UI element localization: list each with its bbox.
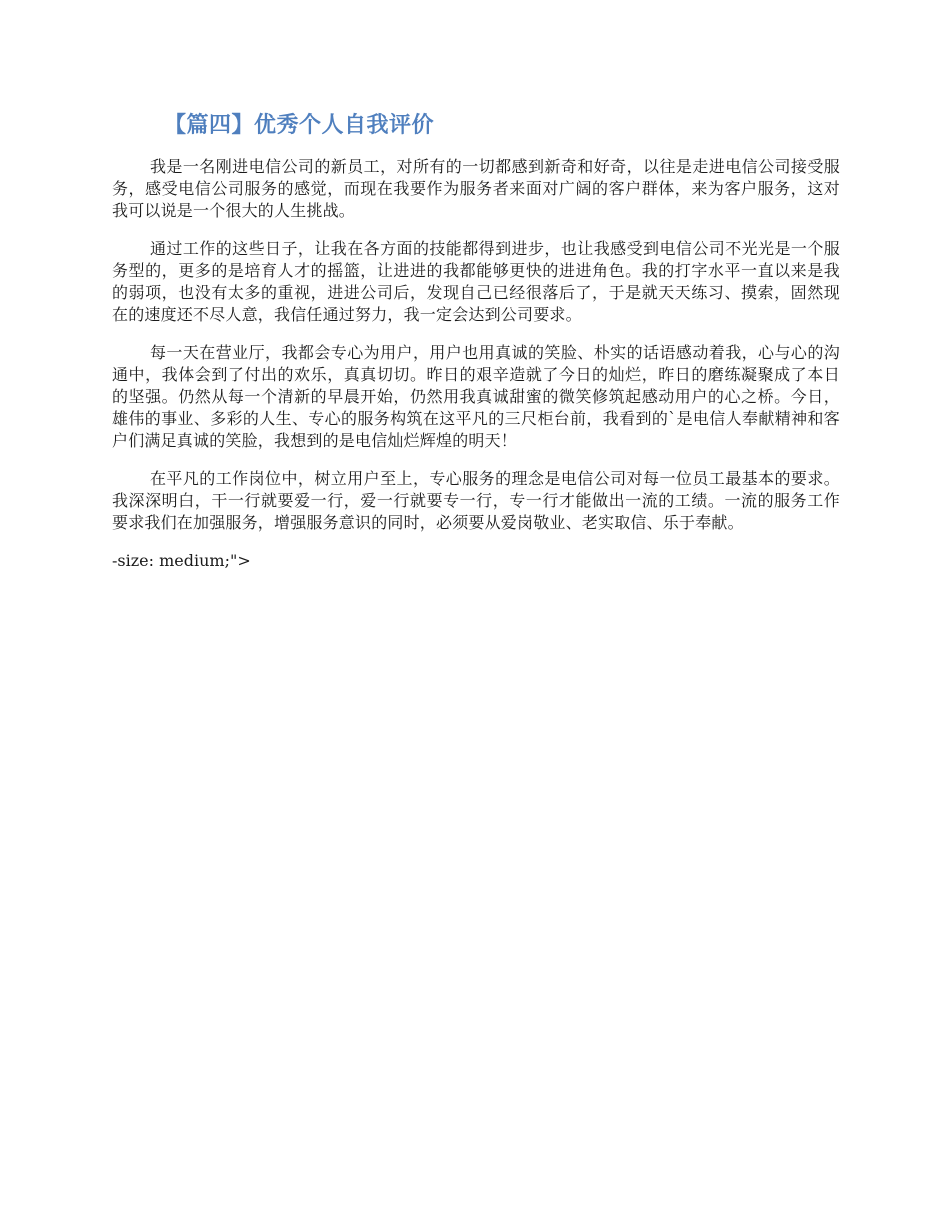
paragraph-1: 我是一名刚进电信公司的新员工，对所有的一切都感到新奇和好奇，以往是走进电信公司接受服务，感受电信公司服务的感觉，而现在我要作为服务者来面对广阔的客户群体，来为客户服务，这对我可以说是一个很大的人生挑战。 [112,157,840,220]
paragraph-2: 通过工作的这些日子，让我在各方面的技能都得到进步，也让我感受到电信公司不光光是一个服务型的，更多的是培育人才的摇篮，让进进的我都能够更快的进进角色。我的打字水平一直以来是我的弱项，也没有太多的重视，进进公司后，发现自己已经很落后了，于是就天天练习、摸索，固然现在的速度还不尽人意，我信任通过努力，我一定会达到公司要求。 [112,239,840,324]
document-title: 【篇四】优秀个人自我评价 [164,113,435,138]
stray-markup-text: -size: medium;"> [112,551,251,570]
paragraph-3: 每一天在营业厅，我都会专心为用户，用户也用真诚的笑脸、朴实的话语感动着我，心与心的沟通中，我体会到了付出的欢乐，真真切切。昨日的艰辛造就了今日的灿烂，昨日的磨练凝聚成了本日的坚强。仍然从每一个清新的早晨开始，仍然用我真诚甜蜜的微笑修筑起感动用户的心之桥。今日，雄伟的事业、多彩的人生、专心的服务构筑在这平凡的三尺柜台前，我看到的`是电信人奉献精神和客户们满足真诚的笑脸，我想到的是电信灿烂辉煌的明天！ [112,343,840,450]
paragraph-4: 在平凡的工作岗位中，树立用户至上，专心服务的理念是电信公司对每一位员工最基本的要求。我深深明白，干一行就要爱一行，爱一行就要专一行，专一行才能做出一流的工绩。一流的服务工作要求我们在加强服务，增强服务意识的同时，必须要从爱岗敬业、老实取信、乐于奉献。 [112,469,840,532]
document-page [112,108,840,572]
